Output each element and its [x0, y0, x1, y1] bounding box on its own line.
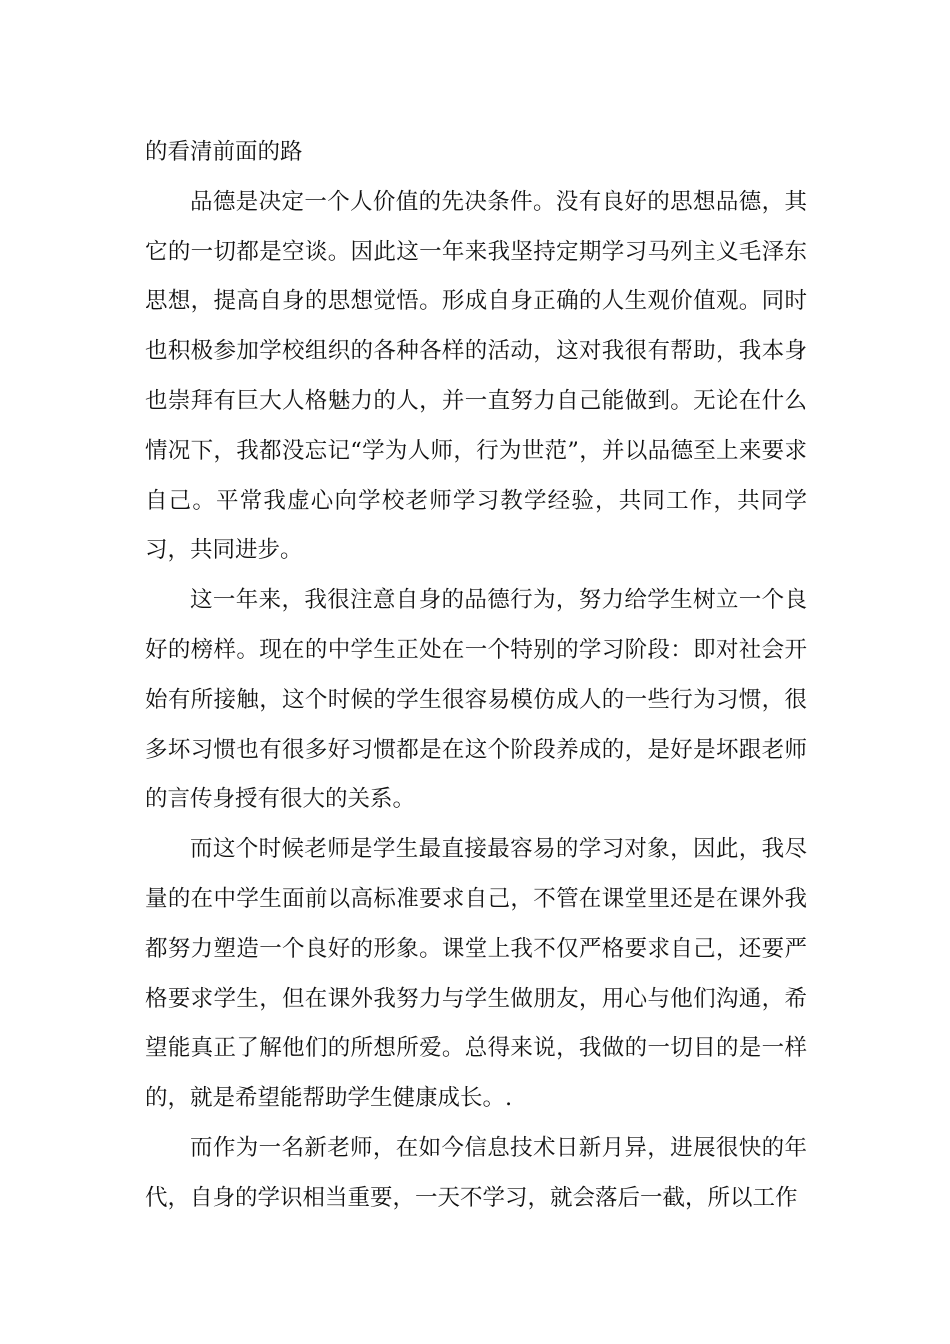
paragraph-2: 品德是决定一个人价值的先决条件。没有良好的思想品德，其它的一切都是空谈。因此这一年来我坚持定期学习马列主义毛泽东思想，提高自身的思想觉悟。形成自身正确的人生观价值观。同时也积极参加学校组织的各种各样的活动，这对我很有帮助，我本身也崇拜有巨大人格魅力的人，并一直努力自己能做到。无论在什么情况下，我都没忘记“学为人师，行为世范”，并以品德至上来要求自己。平常我虚心向学校老师学习教学经验，共同工作，共同学习，共同进步。 — [145, 188, 807, 564]
paragraph-5: 而作为一名新老师，在如今信息技术日新月异，进展很快的年代，自身的学识相当重要，一天不学习，就会落后一截，所以工作 — [145, 1134, 807, 1211]
paragraph-1: 的看清前面的路 — [145, 139, 303, 165]
document-body — [145, 128, 807, 1224]
paragraph-3: 这一年来，我很注意自身的品德行为，努力给学生树立一个良好的榜样。现在的中学生正处在一个特别的学习阶段：即对社会开始有所接触，这个时候的学生很容易模仿成人的一些行为习惯，很多坏习惯也有很多好习惯都是在这个阶段养成的，是好是坏跟老师的言传身授有很大的关系。 — [145, 587, 807, 813]
paragraph-4: 而这个时候老师是学生最直接最容易的学习对象，因此，我尽量的在中学生面前以高标准要求自己，不管在课堂里还是在课外我都努力塑造一个良好的形象。课堂上我不仅严格要求自己，还要严格要求学生，但在课外我努力与学生做朋友，用心与他们沟通，希望能真正了解他们的所想所爱。总得来说，我做的一切目的是一样的，就是希望能帮助学生健康成长。. — [145, 836, 807, 1112]
